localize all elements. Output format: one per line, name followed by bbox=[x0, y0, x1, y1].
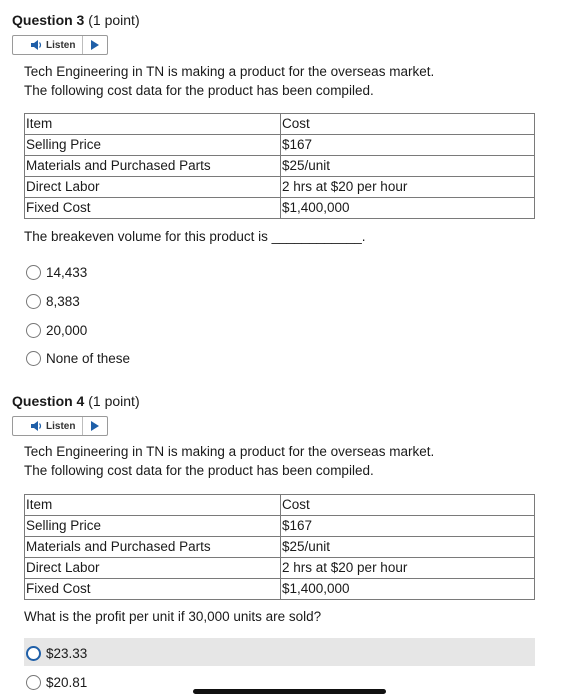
table-row: Item Cost bbox=[25, 114, 535, 135]
play-icon bbox=[91, 40, 99, 50]
option-label: 8,383 bbox=[46, 294, 80, 309]
listen-label: Listen bbox=[46, 420, 76, 432]
home-indicator[interactable] bbox=[193, 689, 386, 694]
question-points: (1 point) bbox=[88, 12, 140, 28]
radio-button[interactable] bbox=[26, 351, 41, 366]
table-row: Item Cost bbox=[25, 495, 535, 516]
answer-option[interactable] bbox=[26, 294, 80, 309]
radio-button[interactable] bbox=[26, 323, 41, 338]
option-label: None of these bbox=[46, 351, 131, 366]
question-number: Question 3 bbox=[12, 12, 85, 28]
answer-option[interactable] bbox=[26, 351, 130, 366]
answer-option[interactable] bbox=[26, 265, 87, 280]
radio-button[interactable] bbox=[26, 294, 41, 309]
answer-option[interactable] bbox=[26, 646, 87, 661]
listen-label: Listen bbox=[46, 39, 76, 51]
option-label: 20,000 bbox=[46, 323, 88, 338]
question-4-text: Tech Engineering in TN is making a product for the overseas market. The following cost data for the product has been compiled. bbox=[24, 444, 435, 478]
question-3-prompt: The breakeven volume for this product is ____________. bbox=[24, 229, 366, 244]
table-row: Fixed Cost $1,400,000 bbox=[25, 579, 535, 600]
question-number: Question 4 bbox=[12, 393, 85, 409]
listen-button[interactable] bbox=[12, 35, 108, 55]
cost-table bbox=[24, 494, 535, 600]
radio-button[interactable] bbox=[26, 675, 41, 690]
option-label: 14,433 bbox=[46, 265, 88, 280]
radio-button[interactable] bbox=[26, 646, 41, 661]
speaker-icon bbox=[31, 421, 43, 431]
play-icon bbox=[91, 421, 99, 431]
table-row: Materials and Purchased Parts $25/unit bbox=[25, 537, 535, 558]
play-button[interactable] bbox=[83, 40, 107, 50]
question-points: (1 point) bbox=[88, 393, 140, 409]
table-row: Selling Price $167 bbox=[25, 516, 535, 537]
listen-button[interactable] bbox=[12, 416, 108, 436]
table-row: Fixed Cost $1,400,000 bbox=[25, 198, 535, 219]
option-label: $23.33 bbox=[46, 646, 88, 661]
table-row: Direct Labor 2 hrs at $20 per hour bbox=[25, 558, 535, 579]
option-label: $20.81 bbox=[46, 675, 88, 690]
option-hover-highlight bbox=[24, 638, 535, 666]
question-4-prompt: What is the profit per unit if 30,000 units are sold? bbox=[24, 609, 322, 624]
cost-table bbox=[24, 113, 535, 219]
question-3-title bbox=[12, 12, 140, 28]
question-4-title bbox=[12, 393, 140, 409]
question-3-text: Tech Engineering in TN is making a product for the overseas market. The following cost data for the product has been compiled. bbox=[24, 64, 435, 98]
table-row: Selling Price $167 bbox=[25, 135, 535, 156]
speaker-icon bbox=[31, 40, 43, 50]
table-row: Materials and Purchased Parts $25/unit bbox=[25, 156, 535, 177]
answer-option[interactable] bbox=[26, 323, 87, 338]
play-button[interactable] bbox=[83, 421, 107, 431]
table-row: Direct Labor 2 hrs at $20 per hour bbox=[25, 177, 535, 198]
radio-button[interactable] bbox=[26, 265, 41, 280]
answer-option[interactable] bbox=[26, 675, 87, 690]
